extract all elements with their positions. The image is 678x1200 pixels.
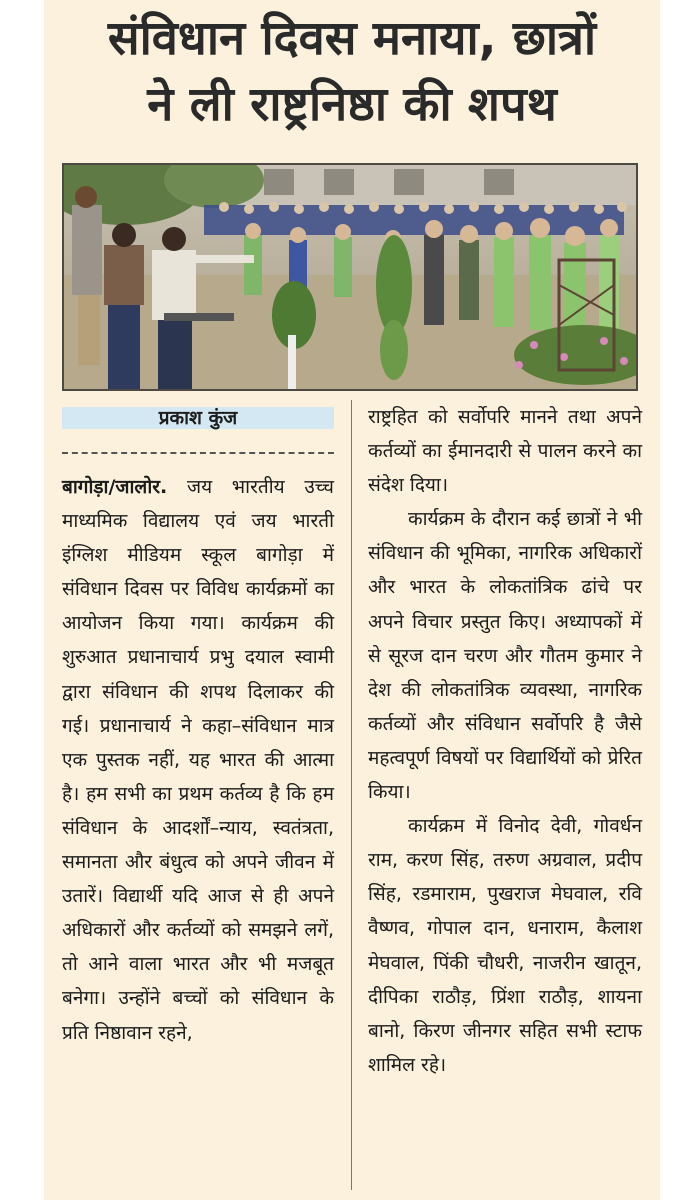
left-column-text: जय भारतीय उच्च माध्यमिक विद्यालय एवं जय भारती इंग्लिश मीडियम स्कूल बागोड़ा में संविधान दिवस पर विविध कार्यक्रमों का आयोजन किया गया। कार्यक्रम की शुरुआत प्रधानाचार्य प्रभु दयाल स्वामी द्वारा संविधान की शपथ दिलाकर की गई। प्रधानाचार्य ने कहा–संविधान मात्र एक पुस्तक नहीं, यह भारत की आत्मा है। हम सभी का प्रथम कर्तव्य है कि हम संविधान के आदर्शों–न्याय, स्वतंत्रता, समानता और बंधुत्व को अपने जीवन में उतारें। विद्यार्थी यदि आज से ही अपने अधिकारों और कर्तव्यों को समझने लगें, तो आने वाला भारत और भी मजबूत बनेगा। उन्होंने बच्चों को संविधान के प्रति निष्ठावान रहने, (62, 476, 334, 1044)
dashed-divider (62, 452, 334, 454)
right-paragraph-2: कार्यक्रम के दौरान कई छात्रों ने भी संविधान की भूमिका, नागरिक अधिकारों और भारत के लोकतांत्रिक ढांचे पर अपने विचार प्रस्तुत किए। अध्यापकों में से सूरज दान चरण और गौतम कुमार ने देश की लोकतांत्रिक व्यवस्था, नागरिक कर्तव्यों और संविधान सर्वोपरि है जैसे महत्वपूर्ण विषयों पर विद्यार्थियों को प्रेरित किया। (368, 508, 642, 804)
headline-line-1: संविधान दिवस मनाया, छात्रों (107, 11, 597, 66)
right-paragraph-3: कार्यक्रम में विनोद देवी, गोवर्धन राम, करण सिंह, तरुण अग्रवाल, प्रदीप सिंह, रडमाराम, पुखराज मेघवाल, रवि वैष्णव, गोपाल दान, धनाराम, कैलाश मेघवाल, पिंकी चौधरी, नाजरीन खातून, दीपिका राठौड़, प्रिंशा राठौड़, शायना बानो, किरण जीनगर सहित सभी स्टाफ शामिल रहे। (368, 815, 642, 1076)
right-column (368, 400, 642, 1082)
headline (44, 6, 660, 138)
headline-line-2: ने ली राष्ट्रनिष्ठा की शपथ (147, 77, 557, 132)
column-divider (351, 400, 352, 1190)
left-column-paragraph (62, 470, 334, 1050)
left-column (62, 470, 334, 1050)
right-paragraph-1: राष्ट्रहित को सर्वोपरि मानने तथा अपने कर्तव्यों का ईमानदारी से पालन करने का संदेश दिया। (368, 406, 642, 497)
news-photo (62, 163, 638, 391)
byline: प्रकाश कुंज (158, 407, 238, 429)
photo-illustration (64, 165, 636, 389)
dateline: बागोड़ा/जालोर. (62, 476, 168, 498)
